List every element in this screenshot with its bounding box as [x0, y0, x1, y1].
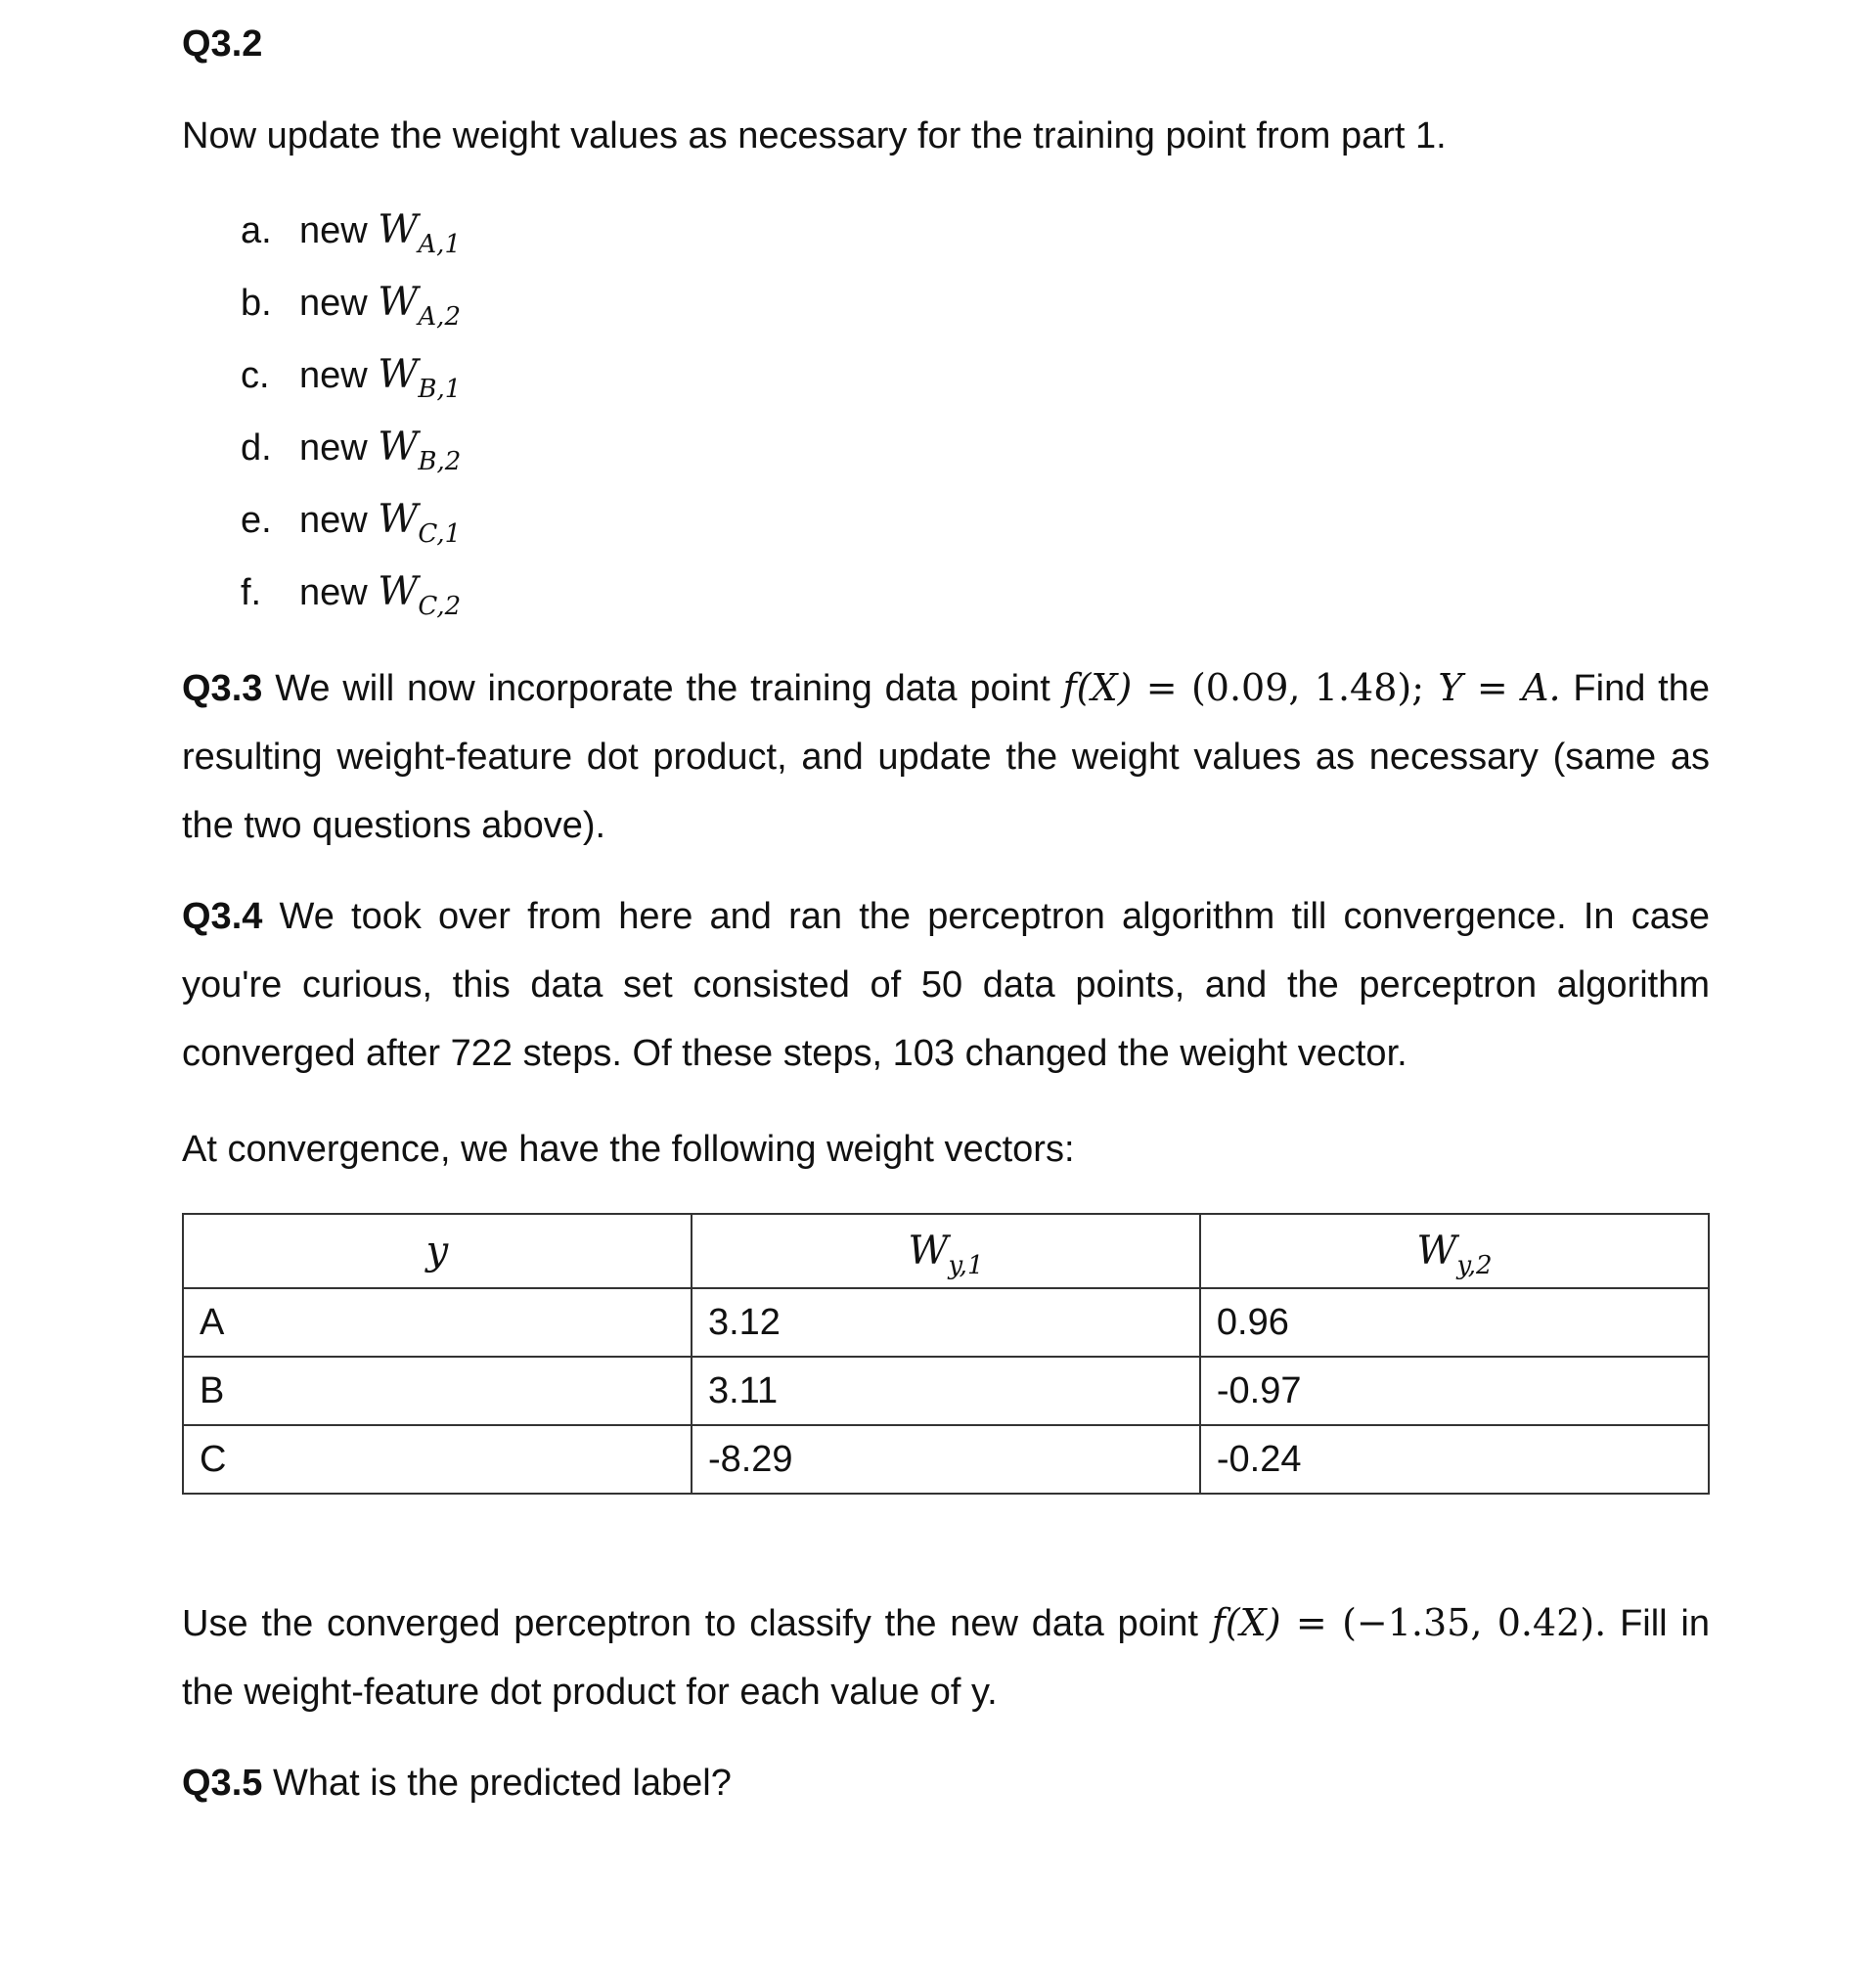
list-item: [241, 207, 461, 259]
weight-variable: W: [378, 569, 419, 614]
list-item-text: new: [299, 572, 368, 613]
equals-sign: =: [1132, 666, 1191, 709]
training-point: (0.09, 1.48);: [1190, 666, 1425, 709]
label-value: A.: [1522, 666, 1561, 709]
q33-text: We will now incorporate the training data point: [262, 668, 1063, 709]
weight-variable: W: [378, 497, 419, 542]
header-w1-var: W: [908, 1229, 949, 1274]
list-item: [241, 425, 462, 476]
list-item-label: b.: [241, 283, 272, 324]
weight-subscript: B,2: [418, 447, 462, 476]
intro-text: Now update the weight values as necessary for the training point from part 1.: [182, 115, 1447, 157]
header-w2-var: W: [1416, 1229, 1457, 1274]
weight-variable: W: [378, 352, 419, 397]
list-item: [241, 280, 461, 332]
w2-value: -0.24: [1200, 1425, 1709, 1494]
header-y: [183, 1214, 692, 1288]
q33-text-continued: Find the resulting weight-feature dot product, and update the weight values as necessary (same as the two questions above).: [182, 668, 1710, 846]
list-item-label: f.: [241, 572, 262, 613]
header-w1-sub: y,1: [948, 1251, 984, 1280]
classify-text: Use the converged perceptron to classify the new data point: [182, 1603, 1212, 1644]
list-item-text: new: [299, 283, 368, 324]
row-label: B: [183, 1357, 692, 1425]
row-label: C: [183, 1425, 692, 1494]
header-w1: [692, 1214, 1200, 1288]
row-label: A: [183, 1288, 692, 1357]
q33-label: Q3.3: [182, 668, 263, 709]
convergence-text: At convergence, we have the following weight vectors:: [182, 1129, 1075, 1170]
weight-subscript: A,2: [418, 302, 461, 332]
list-item-label: c.: [241, 355, 270, 396]
w1-value: 3.11: [692, 1357, 1200, 1425]
list-item-text: new: [299, 427, 368, 469]
weight-subscript: B,1: [418, 375, 462, 404]
q35-text: What is the predicted label?: [262, 1763, 732, 1804]
list-item: [241, 497, 462, 549]
weight-subscript: A,1: [418, 230, 461, 259]
q34-label: Q3.4: [182, 896, 263, 937]
weight-variable: W: [378, 207, 419, 252]
weight-variable: W: [378, 280, 419, 325]
header-y-label: y: [425, 1229, 449, 1274]
w2-value: 0.96: [1200, 1288, 1709, 1357]
table-row: [183, 1425, 1709, 1494]
section-heading: Q3.2: [182, 23, 263, 65]
list-item: [241, 569, 462, 621]
weight-subscript: C,1: [418, 519, 462, 549]
list-item-label: a.: [241, 210, 272, 251]
list-item-label: d.: [241, 427, 272, 469]
table-row: [183, 1357, 1709, 1425]
feature-function: f(X): [1062, 666, 1133, 709]
list-item-text: new: [299, 210, 368, 251]
table-header-row: [183, 1214, 1709, 1288]
q35-question: [182, 1765, 732, 1802]
w2-value: -0.97: [1200, 1357, 1709, 1425]
label-variable: Y: [1424, 666, 1463, 709]
weight-variable: W: [378, 425, 419, 470]
classify-paragraph: [182, 1588, 1710, 1726]
equals-sign: =: [1280, 1601, 1343, 1644]
list-item-text: new: [299, 500, 368, 541]
q34-paragraph: [182, 882, 1710, 1088]
w1-value: -8.29: [692, 1425, 1200, 1494]
list-item-label: e.: [241, 500, 272, 541]
weights-table: [182, 1213, 1710, 1495]
header-w2-sub: y,2: [1456, 1251, 1493, 1280]
feature-function: f(X): [1211, 1601, 1281, 1644]
list-item-text: new: [299, 355, 368, 396]
classify-text-continued: Fill in the weight-feature dot product for each value of y.: [182, 1603, 1710, 1713]
q34-text: We took over from here and ran the perceptron algorithm till convergence. In case you're curious, this data set consisted of 50 data points, and the perceptron algorithm converged after 722 steps. Of these steps, 103 changed the weight vector.: [182, 896, 1710, 1074]
q35-label: Q3.5: [182, 1763, 263, 1804]
header-w2: [1200, 1214, 1709, 1288]
equals-sign: =: [1462, 666, 1523, 709]
new-data-point: (−1.35, 0.42).: [1342, 1601, 1607, 1644]
q33-paragraph: [182, 653, 1710, 860]
list-item: [241, 352, 462, 404]
table-row: [183, 1288, 1709, 1357]
w1-value: 3.12: [692, 1288, 1200, 1357]
weight-subscript: C,2: [418, 592, 462, 621]
